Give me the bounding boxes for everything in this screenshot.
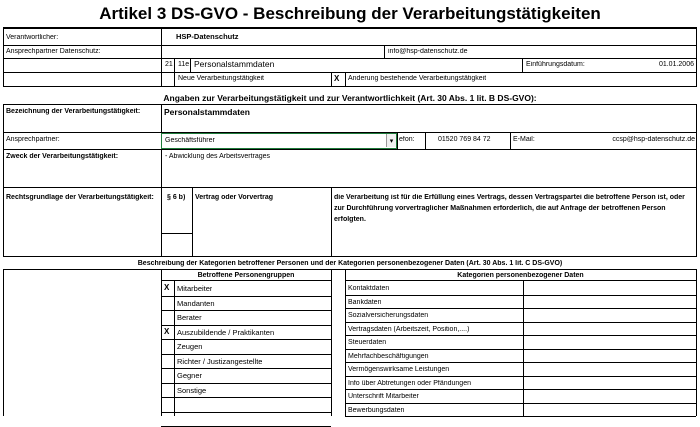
- person-label: Mitarbeiter: [177, 285, 213, 293]
- taetigkeit-name[interactable]: Personalstammdaten: [194, 60, 275, 69]
- person-checkbox[interactable]: X: [164, 327, 170, 336]
- ansprechpartner-label: Ansprechpartner:: [6, 136, 60, 143]
- person-label: Auszubildende / Praktikanten: [177, 329, 275, 337]
- person-label: Gegner: [177, 372, 203, 380]
- telefon-value[interactable]: 01520 769 84 72: [438, 136, 491, 143]
- neue-label: Neue Verarbeitungstätigkeit: [178, 75, 264, 82]
- section1-heading: Angaben zur Verarbeitungstätigkeit und zur Verantwortlichkeit (Art. 30 Abs. 1 lit. B DS-GVO):: [163, 93, 537, 103]
- chevron-down-icon[interactable]: ▾: [386, 134, 396, 147]
- kategorie-label: Vertragsdaten (Arbeitszeit, Position,....): [348, 326, 470, 333]
- kategorie-label: Vermögenswirksame Leistungen: [348, 366, 450, 373]
- einfuehrung-value[interactable]: 01.01.2006: [658, 61, 694, 68]
- rechtsgrundlage-label: Rechtsgrundlage der Verarbeitungstätigkeit:: [6, 194, 154, 201]
- person-label: Richter / Justizangestellte: [177, 358, 263, 366]
- bezeichnung-label: Bezeichnung der Verarbeitungstätigkeit:: [6, 108, 141, 115]
- person-label: Berater: [177, 314, 202, 322]
- person-label: Mandanten: [177, 300, 215, 308]
- ansprechpartner-value: Geschäftsführer: [165, 137, 215, 144]
- aenderung-label: Änderung bestehende Verarbeitungstätigkeit: [348, 75, 487, 82]
- kategorie-label: Steuerdaten: [348, 339, 387, 346]
- section2-heading: Beschreibung der Kategorien betroffener Personen und der Kategorien personenbezogener Daten (Art. 30 Abs. 1 lit. C DS-GVO): [137, 260, 563, 267]
- zweck-value[interactable]: - Abwicklung des Arbeitsvertrages: [165, 153, 271, 160]
- person-checkbox[interactable]: X: [164, 283, 170, 292]
- verantwortlicher-value[interactable]: HSP-Datenschutz: [176, 33, 239, 41]
- kategorie-label: Bewerbungsdaten: [348, 407, 405, 414]
- person-label: Sonstige: [177, 387, 207, 395]
- page-title: Artikel 3 DS-GVO - Beschreibung der Verarbeitungstätigkeiten: [99, 4, 601, 23]
- aenderung-mark[interactable]: X: [334, 74, 340, 83]
- kategorie-label: Mehrfachbeschäftigungen: [348, 353, 429, 360]
- bezeichnung-value[interactable]: Personalstammdaten: [164, 108, 250, 117]
- title-divider: [3, 27, 697, 29]
- right-header: Kategorien personenbezogener Daten: [457, 272, 584, 279]
- paragraph[interactable]: § 6 b): [167, 194, 186, 201]
- email-label: E-Mail:: [513, 136, 535, 143]
- nr1: 21: [165, 61, 173, 68]
- left-header: Betroffene Personengruppen: [197, 272, 295, 279]
- verantwortlicher-label: Verantwortlicher:: [6, 34, 59, 41]
- ansprechpartner-ds-label: Ansprechpartner Datenschutz:: [6, 48, 101, 55]
- person-label: Zeugen: [177, 343, 203, 351]
- rechtsgrundlage-text-2: zur Durchführung vorvertraglicher Maßnahmen erforderlich, die auf Anfrage der betroffenen Person: [334, 205, 666, 212]
- kategorie-label: Unterschrift Mitarbeiter: [348, 393, 419, 400]
- rechtsgrundlage-text-3: erfolgten.: [334, 216, 366, 223]
- kategorie-label: Kontaktdaten: [348, 285, 390, 292]
- nr2: 11e: [178, 61, 190, 68]
- einfuehrung-label: Einführungsdatum:: [526, 61, 585, 68]
- ansprechpartner-select[interactable]: [161, 133, 397, 149]
- email-value[interactable]: ccsp@hsp-datenschutz.de: [612, 136, 695, 143]
- rechtsgrundlage-type: Vertrag oder Vorvertrag: [195, 194, 274, 201]
- rechtsgrundlage-text-1: die Verarbeitung ist für die Erfüllung eines Vertrags, dessen Vertragspartei die betroffene Person ist, oder: [334, 194, 685, 201]
- kategorie-label: Bankdaten: [348, 299, 382, 306]
- kategorie-label: Info über Abtretungen oder Pfändungen: [348, 380, 471, 387]
- ansprechpartner-ds-email[interactable]: info@hsp-datenschutz.de: [388, 48, 468, 55]
- zweck-label: Zweck der Verarbeitungstätigkeit:: [6, 153, 119, 160]
- kategorie-label: Sozialversicherungsdaten: [348, 312, 429, 319]
- telefon-label: efon:: [399, 136, 415, 143]
